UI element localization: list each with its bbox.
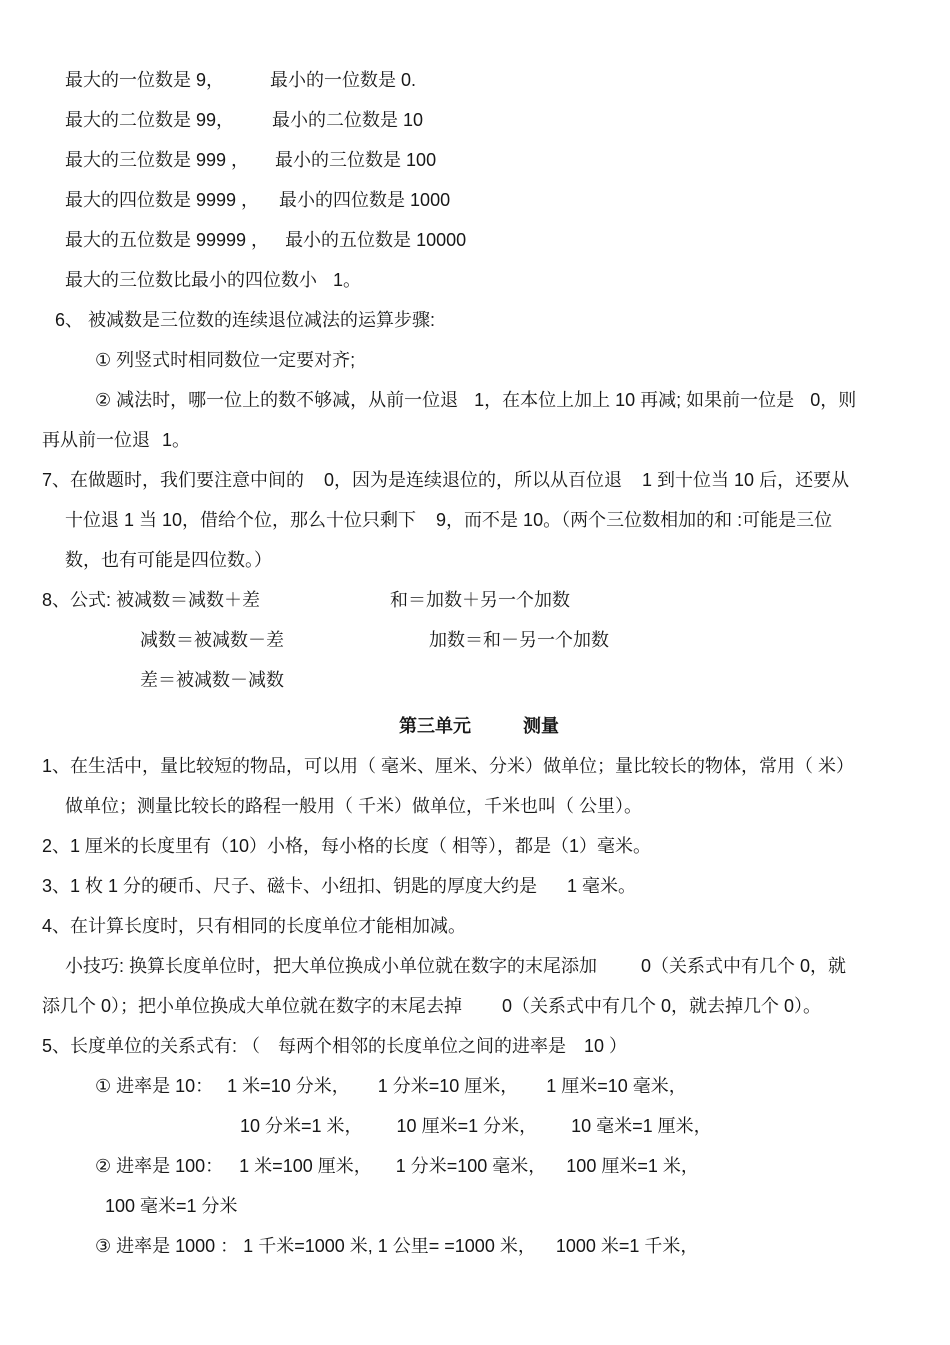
text-segment: 最大的三位数比最小的四位数小 (65, 270, 317, 290)
text-segment: 最小的四位数是 1000 (279, 190, 451, 210)
text-segment: 每两个相邻的长度单位之间的进率是 (278, 1036, 567, 1056)
text-segment: 6、 被减数是三位数的连续退位减法的运算步骤: (55, 310, 436, 330)
text-segment: 十位退 1 当 10，借给个位，那么十位只剩下 (65, 510, 417, 530)
doc-line (42, 500, 916, 540)
text-segment: ② 减法时，哪一位上的数不够减，从前一位退 (95, 390, 459, 410)
doc-line (42, 986, 916, 1026)
doc-line (42, 1026, 916, 1066)
doc-line (42, 300, 916, 340)
doc-line (42, 620, 916, 660)
doc-line (42, 380, 916, 420)
doc-line (42, 1066, 916, 1106)
text-segment: 最大的一位数是 9， (65, 70, 225, 90)
text-segment: 最小的二位数是 10 (272, 110, 424, 130)
text-segment: 和＝加数＋另一个加数 (390, 590, 571, 610)
text-segment: 最大的三位数是 999 ， (65, 150, 250, 170)
doc-line (42, 220, 916, 260)
text-segment: 最大的二位数是 99， (65, 110, 235, 130)
text-segment: 做单位；测量比较长的路程一般用（ 千米）做单位，千米也叫（ 公里）。 (65, 796, 642, 816)
text-segment: 9，而不是 10。（两个三位数相加的和 :可能是三位 (436, 510, 833, 530)
text-segment: 0，因为是连续退位的，所以从百位退 (324, 470, 623, 490)
doc-line (42, 866, 916, 906)
text-segment: 1 毫米。 (567, 876, 637, 896)
text-segment: 4、在计算长度时，只有相同的长度单位才能相加减。 (42, 916, 467, 936)
text-segment: 1 分米=100 毫米， (395, 1156, 547, 1176)
doc-line (42, 140, 916, 180)
text-segment: 10 毫米=1 厘米， (571, 1116, 712, 1136)
doc-line (42, 540, 916, 580)
text-segment: 7、在做题时，我们要注意中间的 (42, 470, 305, 490)
doc-line (42, 460, 916, 500)
text-segment: 1000 米=1 千米， (555, 1236, 699, 1256)
text-segment: ① 进率是 10： (95, 1076, 214, 1096)
text-segment: 100 厘米=1 米， (566, 1156, 699, 1176)
text-segment: 10 ） (584, 1036, 628, 1056)
doc-line (42, 1186, 916, 1226)
text-segment: 1，在本位上加上 10 再减; 如果前一位是 (474, 390, 795, 410)
text-segment: ③ 进率是 1000 ： 1 千米=1000 米, 1 公里= =1000 米， (95, 1236, 536, 1256)
text-segment: 3、1 枚 1 分的硬币、尺子、磁卡、小纽扣、钥匙的厚度大约是 (42, 876, 538, 896)
doc-line (42, 340, 916, 380)
doc-line (42, 420, 916, 460)
doc-line (42, 660, 916, 700)
text-segment: 5、长度单位的关系式有: （ (42, 1036, 261, 1056)
text-segment: 10 厘米=1 分米， (396, 1116, 538, 1136)
doc-line (42, 1106, 916, 1146)
text-segment: 1 到十位当 10 后，还要从 (642, 470, 850, 490)
text-segment: 1、在生活中，量比较短的物品，可以用（ 毫米、厘米、分米）做单位；量比较长的物体，常用（ 米） (42, 756, 855, 776)
doc-line (42, 746, 916, 786)
text-segment: 100 毫米=1 分米 (105, 1196, 238, 1216)
text-segment: 1。 (162, 430, 191, 450)
text-segment: 1 米=100 厘米， (239, 1156, 372, 1176)
text-segment: 测量 (523, 716, 559, 736)
text-segment: 2、1 厘米的长度里有（10）小格，每小格的长度（ 相等），都是（1）毫米。 (42, 836, 652, 856)
text-segment: 最小的三位数是 100 (275, 150, 437, 170)
text-segment: 最大的四位数是 9999 ， (65, 190, 260, 210)
text-segment: 第三单元 (399, 716, 471, 736)
text-segment: 小技巧: 换算长度单位时，把大单位换成小单位就在数字的末尾添加 (65, 956, 597, 976)
doc-line (42, 1226, 916, 1266)
doc-line (42, 180, 916, 220)
doc-line (42, 786, 916, 826)
text-segment: 0（关系式中有几个 0，就去掉几个 0）。 (502, 996, 822, 1016)
text-segment: 1 厘米=10 毫米， (546, 1076, 687, 1096)
section-heading (42, 706, 916, 746)
doc-line (42, 826, 916, 866)
text-segment: 再从前一位退 (42, 430, 150, 450)
text-segment: 减数＝被减数－差 (140, 630, 284, 650)
text-segment: 1 米=10 分米， (227, 1076, 350, 1096)
text-segment: 1。 (333, 270, 362, 290)
doc-line (42, 906, 916, 946)
text-segment: 10 分米=1 米， (240, 1116, 363, 1136)
text-segment: 最小的一位数是 0. (270, 70, 417, 90)
text-segment: 最小的五位数是 10000 (285, 230, 467, 250)
doc-line (42, 1146, 916, 1186)
text-segment: 8、公式: 被减数＝减数＋差 (42, 590, 261, 610)
text-segment: 0，则 (810, 390, 857, 410)
text-segment: 差＝被减数－减数 (140, 670, 284, 690)
text-segment: 添几个 0）；把小单位换成大单位就在数字的末尾去掉 (42, 996, 463, 1016)
text-segment: 数，也有可能是四位数。） (65, 550, 272, 570)
text-segment: ② 进率是 100： (95, 1156, 224, 1176)
doc-line (42, 946, 916, 986)
text-segment: 最大的五位数是 99999 ， (65, 230, 270, 250)
doc-line (42, 100, 916, 140)
doc-line (42, 60, 916, 100)
doc-line (42, 260, 916, 300)
text-segment: 0（关系式中有几个 0，就 (641, 956, 847, 976)
doc-line (42, 580, 916, 620)
text-segment: ① 列竖式时相同数位一定要对齐; (95, 350, 356, 370)
text-segment: 加数＝和－另一个加数 (429, 630, 609, 650)
document-body (42, 60, 916, 1266)
text-segment: 1 分米=10 厘米， (377, 1076, 519, 1096)
